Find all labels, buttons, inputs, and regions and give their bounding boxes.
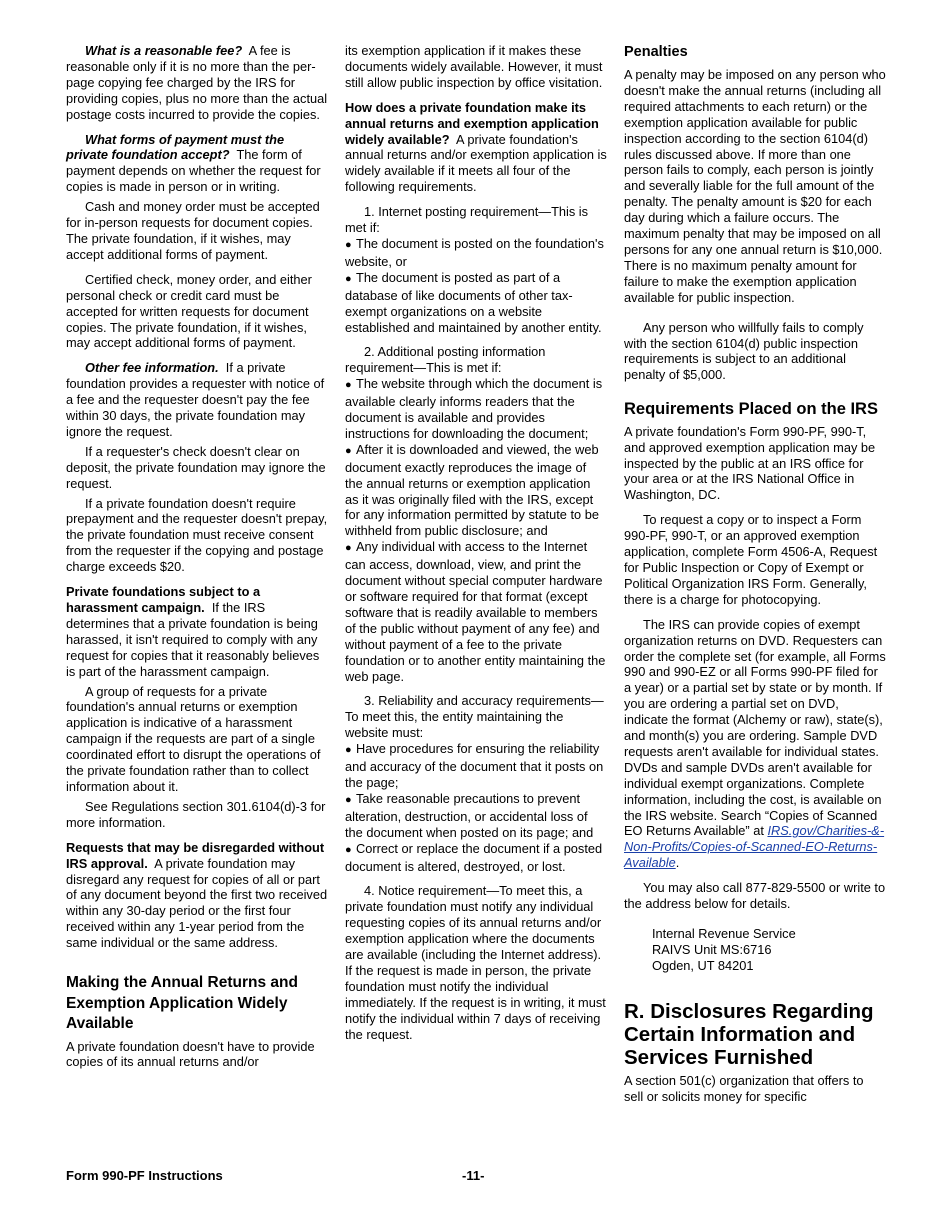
footer-form-title: Form 990-PF Instructions: [66, 1168, 223, 1183]
paragraph-text: A fee is reasonable only if it is no more than the per-page copying fee charged by the IRS for providing copies, plus no more than the actual postage costs incurred to provide the copies.: [66, 43, 328, 122]
bullet-icon: ●: [345, 238, 352, 251]
bullet-icon: ●: [345, 444, 352, 457]
paragraph-text: The form of payment depends on whether the request for copies is made in person or in writing.: [66, 147, 321, 195]
paragraph-cash: Cash and money order must be accepted for in-person requests for document copies. The private foundation, if it wishes, may accept additional forms of payment.: [66, 199, 320, 262]
paragraph-certified: Certified check, money order, and either personal check or credit card must be accepted for written requests for document copies. The private foundation, if it wishes, may accept additional forms of payment.: [66, 271, 312, 351]
bullet-icon: ●: [345, 793, 352, 806]
address-line: Internal Revenue Service: [652, 926, 796, 941]
paragraph-text: A private foundation may disregard any request for copies of all or part of any document beyond the first two received within any 30-day period or the first four received within any 1-year period from the same individual or the same address.: [66, 855, 328, 951]
paragraph-irs-dvd: The IRS can provide copies of exempt organization returns on DVD. Requesters can order the complete set (for example, all Forms 990 and 990-EZ or all Forms 990-PF filed for a year) or a partial set by state or by month. If you are ordering a partial set on DVD, indicate the format (Alchemy or raw), state(s), and month(s) you are ordering. Sample DVD requests aren't available for individual states. DVDs and sample DVDs aren't available for individual exempt organizations. Complete information, including the cost, is available on the IRS website. Search “Copies of Scanned EO Returns Available” at IRS.gov/Charities-&-Non-Profits/Copies-of-Scanned-EO-Returns-Available.: [624, 616, 886, 871]
section-heading-making-available: Making the Annual Returns and Exemption Application Widely Available: [66, 974, 298, 1033]
section-heading-penalties: Penalties: [624, 44, 688, 60]
paragraph-irs-inspection: A private foundation's Form 990-PF, 990-T, and approved exemption application may be inspected by the public at an IRS office for your area or at the IRS National Office in Washington, DC.: [624, 423, 876, 503]
paragraph-doesnt-have: A private foundation doesn't have to provide copies of its annual returns and/or: [66, 1038, 315, 1070]
column-2: [345, 43, 607, 1051]
paragraph-how-make: [345, 100, 607, 195]
paragraph-irs-request: To request a copy or to inspect a Form 990-PF, 990-T, or an approved exemption application, complete Form 4506-A, Request for Public Inspection or Copy of Exempt or Political Organization IRS Form. Generally, there is a charge for photocopying.: [624, 512, 878, 607]
paragraph-see-regs: See Regulations section 301.6104(d)-3 for more information.: [66, 798, 326, 830]
run-in-heading: Other fee information.: [85, 360, 219, 376]
bullet-icon: ●: [345, 542, 352, 555]
bullet-item: [345, 791, 607, 841]
paragraph-disregarded: [66, 840, 328, 951]
paragraph-willful: Any person who willfully fails to comply with the section 6104(d) public inspection requirements is subject to an additional penalty of $5,000.: [624, 319, 864, 383]
section-heading-irs-requirements: Requirements Placed on the IRS: [624, 400, 878, 419]
paragraph-group: A group of requests for a private foundation's annual returns or exemption application is indicative of a harassment campaign if the requests are part of a single coordinated effort to disrupt the operations of the private foundation rather than to collect information about it.: [66, 683, 321, 794]
paragraph-payment-forms: [66, 132, 328, 196]
bullet-item: [345, 841, 607, 875]
paragraph-section-501c: A section 501(c) organization that offers to sell or solicits money for specific: [624, 1073, 864, 1104]
bullet-text: After it is downloaded and viewed, the web document exactly reproduces the image of the annual returns or exemption application as it was originally filed with the IRS, except for any information permitted by statute to be withheld from public disclosure; and: [345, 441, 599, 539]
paragraph-check: If a requester's check doesn't clear on deposit, the private foundation may ignore the request.: [66, 443, 326, 491]
bullet-item: [345, 270, 607, 336]
column-3: [624, 43, 886, 1114]
run-in-heading: What forms of payment must the private foundation accept?: [66, 131, 285, 163]
paragraph-call: You may also call 877-829-5500 or write to the address below for details.: [624, 880, 886, 912]
paragraph-text: If a private foundation provides a requester with notice of a fee and the requester doesn't pay the fee within 30 days, the private foundation may ignore the request.: [66, 360, 325, 439]
paragraph-text: A private foundation's annual returns and/or exemption application is widely available if it meets all four of the following requirements.: [345, 131, 607, 195]
address-line: Ogden, UT 84201: [652, 958, 754, 973]
bullet-icon: ●: [345, 379, 352, 392]
bullet-text: The document is posted as part of a database of like documents of other tax-exempt organizations on a website established and maintained by another entity.: [345, 269, 602, 335]
bullet-item: [345, 539, 607, 684]
run-in-heading: Private foundations subject to a harassment campaign.: [66, 584, 261, 615]
paragraph-continued: its exemption application if it makes these documents widely available. However, it must still allow public inspection by office visitation.: [345, 43, 603, 90]
bullet-icon: ●: [345, 272, 352, 285]
paragraph-other-fee: [66, 360, 328, 440]
run-in-heading: How does a private foundation make its annual returns and exemption application widely available?: [345, 99, 599, 147]
address-line: RAIVS Unit MS:6716: [652, 942, 772, 957]
requirement-1: 1. Internet posting requirement—This is met if:: [345, 204, 589, 236]
requirement-3: 3. Reliability and accuracy requirements—To meet this, the entity maintaining the website must:: [345, 693, 604, 741]
requirement-4: 4. Notice requirement—To meet this, a private foundation must notify any individual requesting copies of its annual returns and/or exemption application where the documents are available (including the Internet address). If the request is made in person, the private foundation must notify the individual immediately. If the request is in writing, it must notify the individual within 7 days of receiving the request.: [345, 883, 606, 1042]
bullet-text: Take reasonable precautions to prevent alteration, destruction, or accidental loss of the document when posted on its page; and: [345, 790, 594, 840]
bullet-icon: ●: [345, 744, 352, 757]
paragraph-penalty: A penalty may be imposed on any person who doesn't make the annual returns (including all required attachments to each return) or the exemption application available for public inspection according to the section 6104(d) rules discussed above. If more than one person fails to comply, each person is jointly and severally liable for the full amount of the penalty. The penalty amount is $20 for each day during which a failure occurs. The maximum penalty that may be imposed on all persons for any one annual return is $10,000. There is no maximum penalty amount for failure to make the exemption application available for public inspection.: [624, 67, 886, 305]
bullet-item: [345, 376, 607, 442]
bullet-item: [345, 741, 607, 791]
bullet-icon: ●: [345, 843, 352, 856]
bullet-text: Any individual with access to the Internet can access, download, view, and print the document without special computer hardware or software required for that format (except software that is readily available to members of the public without payment of any fee) and without payment of a fee to the private foundation or to another entity maintaining the web page.: [345, 539, 606, 684]
bullet-text: Correct or replace the document if a posted document is altered, destroyed, or lost.: [345, 840, 603, 874]
bullet-text: Have procedures for ensuring the reliability and accuracy of the document that it posts on the page;: [345, 741, 604, 790]
mailing-address: [624, 926, 886, 974]
irs-copies-link[interactable]: IRS.gov/Charities-&-Non-Profits/Copies-of-Scanned-EO-Returns-Available: [624, 823, 885, 871]
bullet-item: [345, 442, 607, 539]
requirement-2: 2. Additional posting information requirement—This is met if:: [345, 344, 546, 376]
page-number: -11-: [462, 1168, 485, 1183]
bullet-item: [345, 236, 607, 270]
run-in-heading: Requests that may be disregarded without IRS approval.: [66, 839, 325, 871]
paragraph-harassment: [66, 584, 328, 679]
bullet-text: The website through which the document is available clearly informs readers that the document is available and provides instructions for downloading the document;: [345, 376, 603, 441]
bullet-text: The document is posted on the foundation's website, or: [345, 235, 604, 269]
run-in-heading: What is a reasonable fee?: [85, 43, 243, 58]
paragraph-text: If the IRS determines that a private foundation is being harassed, it isn't required to comply with any request for copies that it reasonably believes is part of the harassment campaign.: [66, 600, 320, 679]
column-1: [66, 43, 328, 1079]
paragraph-text: The IRS can provide copies of exempt organization returns on DVD. Requesters can order the complete set (for example, all Forms 990 and 990-EZ or all Forms 990-PF filed for a year) or a partial set by state or by month. If you are ordering a partial set on DVD, indicate the format (Alchemy or raw), state(s), and month(s) you are ordering. Sample DVD requests aren't available for individual states. DVDs and sample DVDs aren't available for individual exempt organizations. Complete information, including the cost, is available on the IRS website. Search “Copies of Scanned EO Returns Available” at: [624, 616, 886, 839]
paragraph-reasonable-fee: [66, 43, 328, 123]
section-heading-r-disclosures: R. Disclosures Regarding Certain Information and Services Furnished: [624, 1000, 874, 1069]
paragraph-prepay: If a private foundation doesn't require prepayment and the requester doesn't prepay, the private foundation must receive consent from the requester if the copying and postage charge exceeds $20.: [66, 495, 328, 575]
